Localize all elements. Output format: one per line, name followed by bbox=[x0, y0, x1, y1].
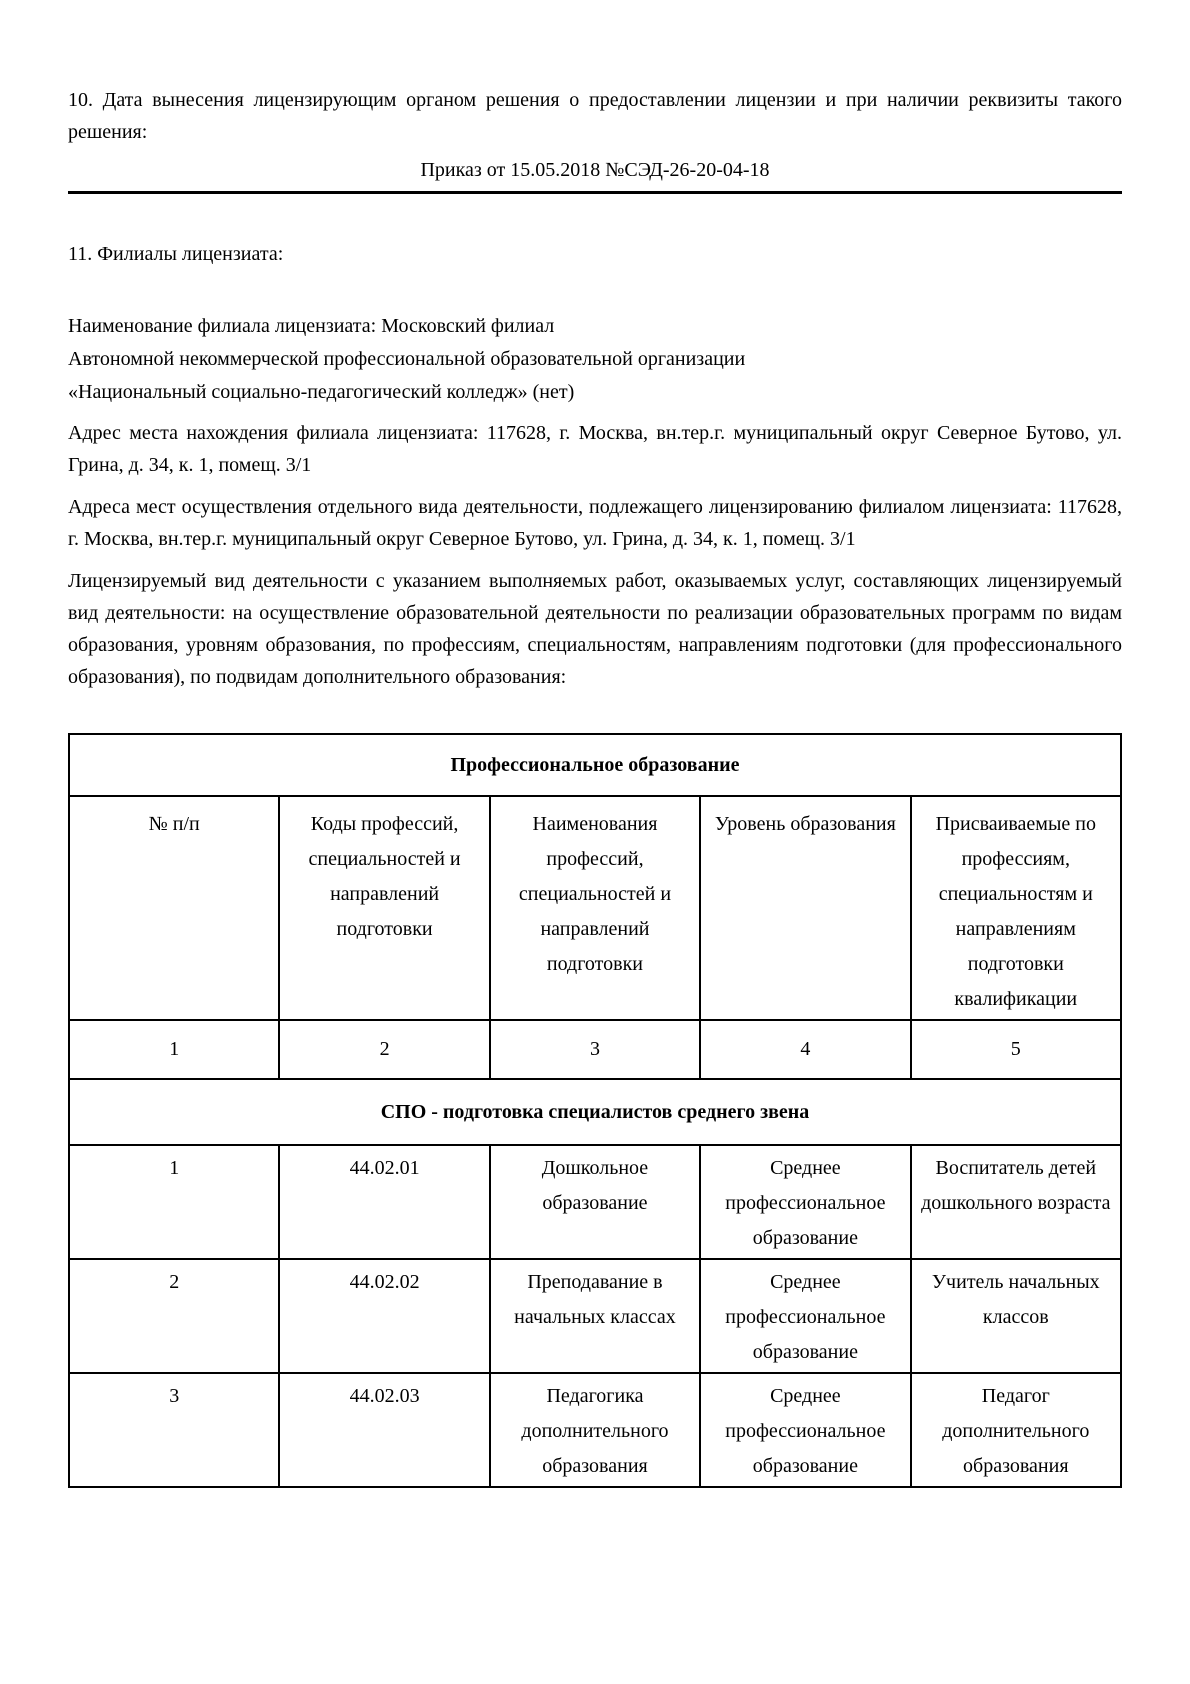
table-row bbox=[69, 1145, 1121, 1259]
table-column-numbers-row bbox=[69, 1020, 1121, 1079]
table-section-band: СПО - подготовка специалистов среднего звена bbox=[69, 1079, 1121, 1145]
cell-num: 2 bbox=[69, 1259, 279, 1373]
section-11-heading: 11. Филиалы лицензиата: bbox=[68, 243, 284, 265]
cell-num: 1 bbox=[69, 1145, 279, 1259]
column-number: 1 bbox=[69, 1020, 279, 1079]
cell-level: Среднее профессиональное образование bbox=[700, 1145, 910, 1259]
cell-code: 44.02.03 bbox=[279, 1373, 489, 1487]
cell-num: 3 bbox=[69, 1373, 279, 1487]
cell-name: Дошкольное образование bbox=[490, 1145, 700, 1259]
branch-name-line-2: Автономной некоммерческой профессиональной образовательной организации bbox=[68, 348, 746, 370]
column-header-names: Наименования профессий, специальностей и направлений подготовки bbox=[490, 796, 700, 1020]
column-header-qualification: Присваиваемые по профессиям, специальностям и направлениям подготовки квалификации bbox=[911, 796, 1121, 1020]
section-10-heading: 10. Дата вынесения лицензирующим органом решения о предоставлении лицензии и при наличии реквизиты такого решения: bbox=[68, 89, 1122, 143]
branch-address-paragraph: Адрес места нахождения филиала лицензиата: 117628, г. Москва, вн.тер.г. муниципальный округ Северное Бутово, ул. Грина, д. 34, к. 1, помещ. 3/1 bbox=[68, 422, 1122, 476]
cell-name: Преподавание в начальных классах bbox=[490, 1259, 700, 1373]
branch-name-block bbox=[68, 310, 1122, 409]
horizontal-rule bbox=[68, 191, 1122, 194]
branch-name-line-1: Наименование филиала лицензиата: Московский филиал bbox=[68, 315, 555, 337]
table-row bbox=[69, 1373, 1121, 1487]
column-header-codes: Коды профессий, специальностей и направлений подготовки bbox=[279, 796, 489, 1020]
activity-addresses-paragraph: Адреса мест осуществления отдельного вида деятельности, подлежащего лицензированию филиалом лицензиата: 117628, г. Москва, вн.тер.г. муниципальный округ Северное Бутово, ул. Грина, д. 34, к. 1, помещ. 3/1 bbox=[68, 496, 1122, 550]
column-header-num: № п/п bbox=[69, 796, 279, 1020]
column-number: 2 bbox=[279, 1020, 489, 1079]
table-title: Профессиональное образование bbox=[69, 734, 1121, 796]
branch-name-line-3: «Национальный социально-педагогический колледж» (нет) bbox=[68, 381, 575, 403]
licensed-activity-paragraph: Лицензируемый вид деятельности с указанием выполняемых работ, оказываемых услуг, составляющих лицензируемый вид деятельности: на осуществление образовательной деятельности по реализации образовательных программ по видам образования, уровням образования, по профессиям, специальностям, направлениям подготовки (для профессионального образования), по подвидам дополнительного образования: bbox=[68, 570, 1122, 688]
cell-qualification: Учитель начальных классов bbox=[911, 1259, 1121, 1373]
cell-level: Среднее профессиональное образование bbox=[700, 1373, 910, 1487]
column-number: 3 bbox=[490, 1020, 700, 1079]
table-title-row bbox=[69, 734, 1121, 796]
cell-qualification: Воспитатель детей дошкольного возраста bbox=[911, 1145, 1121, 1259]
table-section-band-row bbox=[69, 1079, 1121, 1145]
table-header-row bbox=[69, 796, 1121, 1020]
cell-code: 44.02.02 bbox=[279, 1259, 489, 1373]
decision-block bbox=[68, 154, 1122, 194]
cell-qualification: Педагог дополнительного образования bbox=[911, 1373, 1121, 1487]
column-header-level: Уровень образования bbox=[700, 796, 910, 1020]
decision-text: Приказ от 15.05.2018 №СЭД-26-20-04-18 bbox=[420, 159, 770, 181]
column-number: 5 bbox=[911, 1020, 1121, 1079]
cell-code: 44.02.01 bbox=[279, 1145, 489, 1259]
professional-education-table bbox=[68, 733, 1122, 1488]
cell-name: Педагогика дополнительного образования bbox=[490, 1373, 700, 1487]
column-number: 4 bbox=[700, 1020, 910, 1079]
cell-level: Среднее профессиональное образование bbox=[700, 1259, 910, 1373]
table-row bbox=[69, 1259, 1121, 1373]
